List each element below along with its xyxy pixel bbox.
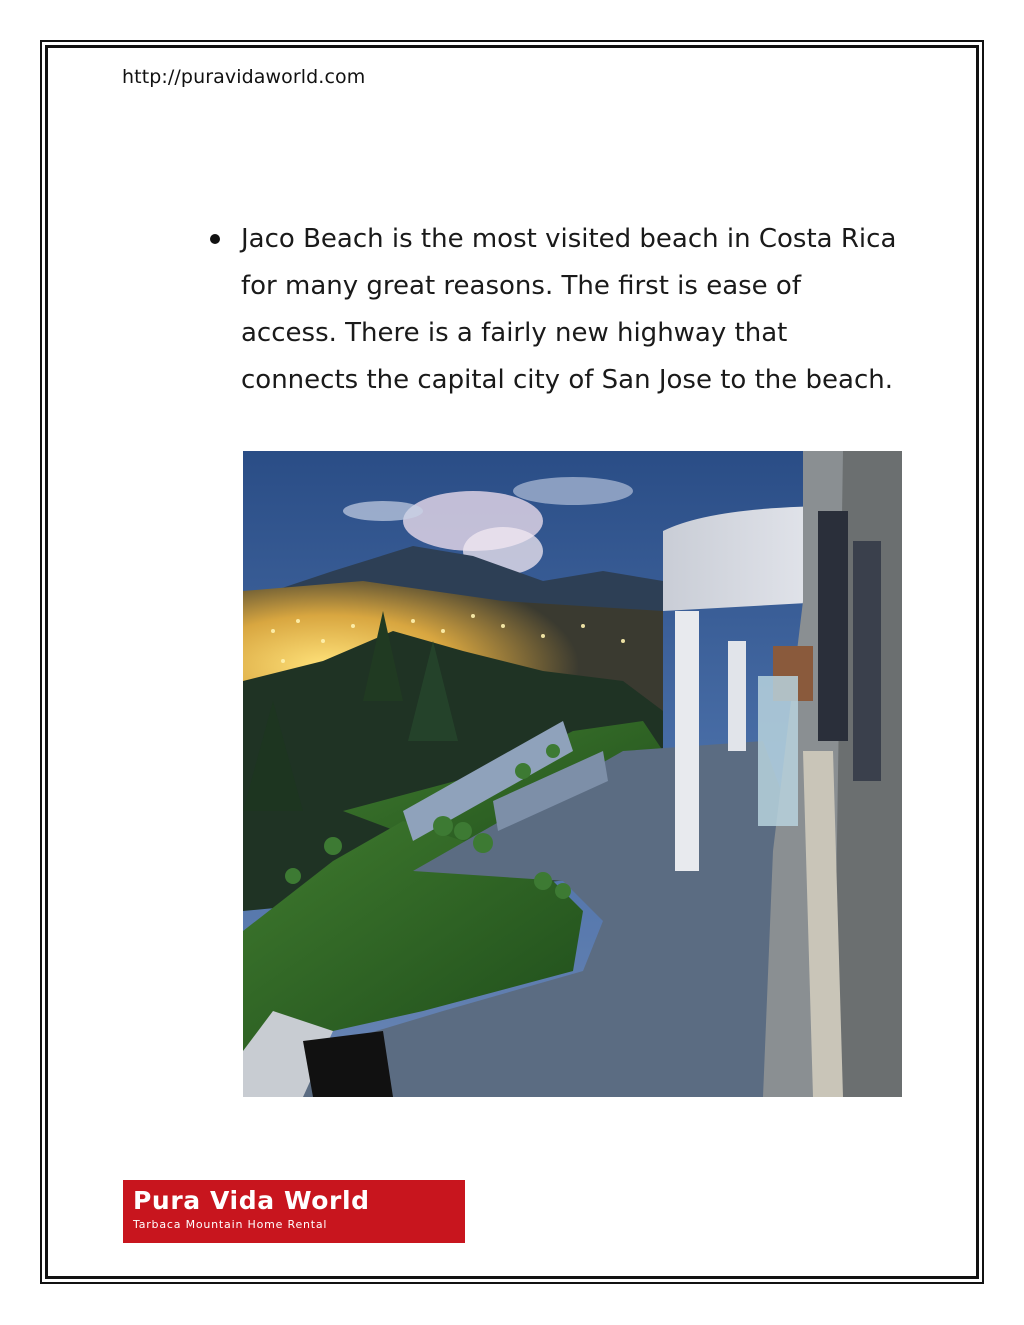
logo-subtitle: Tarbaca Mountain Home Rental (133, 1218, 328, 1231)
header-url[interactable]: http://puravidaworld.com (122, 66, 366, 88)
bullet-text: Jaco Beach is the most visited beach in Costa Rica for many great reasons. The first is ease of access. There is a fairly new highway that connects the capital city of San Jose to the beach. (241, 224, 897, 395)
bullet-icon (210, 234, 220, 244)
pura-vida-world-logo (123, 1180, 465, 1243)
logo-title: Pura Vida World (133, 1186, 370, 1215)
night-view-photo (243, 451, 902, 1097)
